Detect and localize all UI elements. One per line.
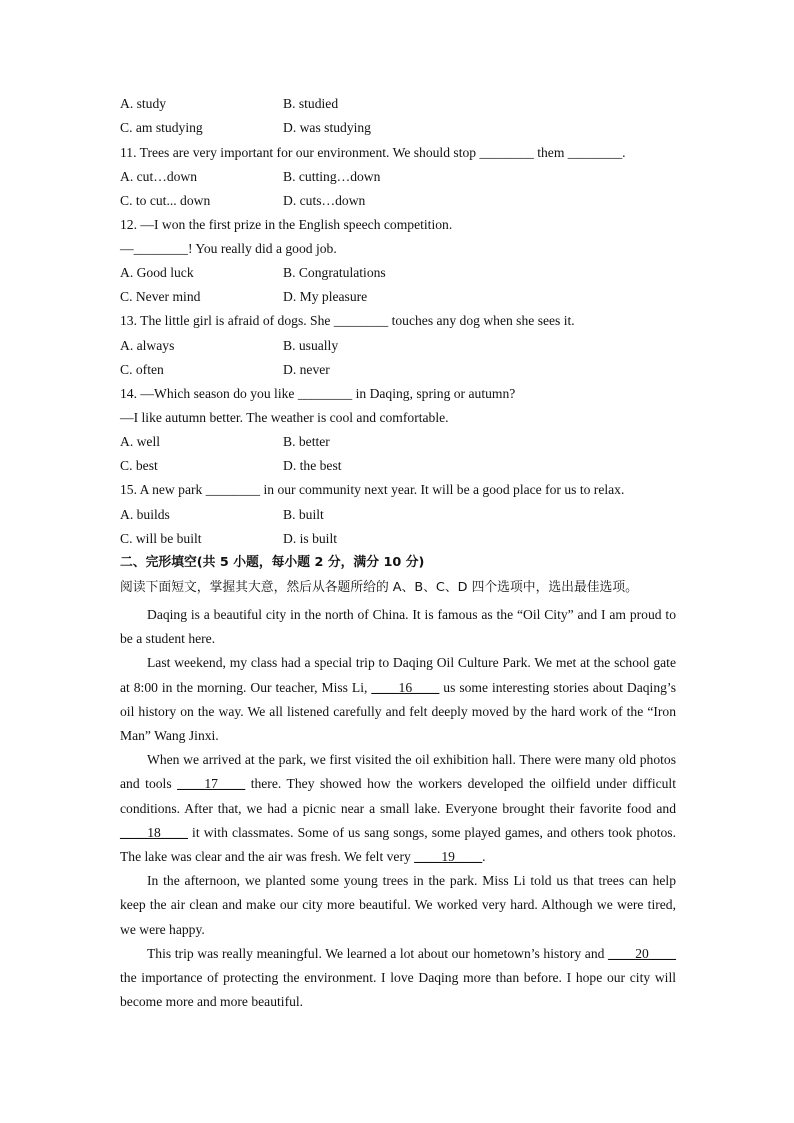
q11-option-a[interactable]: A. cut…down [120,169,198,184]
q11-option-d[interactable]: D. cuts…down [283,193,366,208]
q10-option-c[interactable]: C. am studying [120,120,203,135]
q12-reply: —________! You really did a good job. [120,241,337,256]
q12-option-b[interactable]: B. Congratulations [283,265,386,280]
passage-paragraph-2: Last weekend, my class had a special trip to Daqing Oil Culture Park. We met at the school gate at 8:00 in the morning. Our teacher, Miss Li, ____16____ us some interesting stories about Daqing’s oil history on the way. We all listened carefully and felt deeply moved by the hard work of the “Iron Man” Wang Jinxi. [120,655,676,744]
q14-option-d[interactable]: D. the best [283,458,342,473]
q14-option-b[interactable]: B. better [283,434,330,449]
q12-stem: 12. —I won the first prize in the English speech competition. [120,217,453,232]
q13-option-c[interactable]: C. often [120,362,164,377]
q15-option-a[interactable]: A. builds [120,507,170,522]
blank-17[interactable]: ____17____ [177,776,246,792]
passage-paragraph-5: This trip was really meaningful. We learned a lot about our hometown’s history and ____20____ the importance of protecting the environment. I love Daqing more than before. I hope our city will become more and more beautiful. [120,945,676,1010]
q11-stem: 11. Trees are very important for our environment. We should stop ________ them ________. [120,145,626,160]
section-heading: 二、完形填空(共 5 小题，每小题 2 分，满分 10 分) [120,555,425,570]
q13-stem: 13. The little girl is afraid of dogs. She ________ touches any dog when she sees it. [120,313,575,328]
q12-option-d[interactable]: D. My pleasure [283,289,368,304]
q13-option-b[interactable]: B. usually [283,338,339,353]
blank-16[interactable]: ____16____ [371,679,440,695]
blank-19[interactable]: ____19____ [414,849,483,865]
q11-option-b[interactable]: B. cutting…down [283,169,381,184]
q15-stem: 15. A new park ________ in our community next year. It will be a good place for us to relax. [120,482,625,497]
q15-option-d[interactable]: D. is built [283,531,338,546]
blank-20[interactable]: ____20____ [608,945,676,961]
passage-paragraph-4: In the afternoon, we planted some young trees in the park. Miss Li told us that trees can help keep the air clean and make our city more beautiful. We worked very hard. Although we were tired, we were happy. [120,873,676,937]
q10-option-b[interactable]: B. studied [283,96,339,111]
q10-option-a[interactable]: A. study [120,96,167,111]
q10-option-d[interactable]: D. was studying [283,120,371,135]
q15-option-c[interactable]: C. will be built [120,531,202,546]
section-instruction: 阅读下面短文，掌握其大意，然后从各题所给的 A、B、C、D 四个选项中，选出最佳选项。 [120,580,638,595]
passage-paragraph-1: Daqing is a beautiful city in the north of China. It is famous as the “Oil City” and I am proud to be a student here. [120,607,676,647]
q12-option-c[interactable]: C. Never mind [120,289,201,304]
q14-option-c[interactable]: C. best [120,458,158,473]
passage-paragraph-3: When we arrived at the park, we first visited the oil exhibition hall. There were many old photos and tools ____17____ there. They showed how the workers developed the oilfield under difficult conditions. After that, we had a picnic near a small lake. Everyone brought their favorite food and ____18____ it with classmates. Some of us sang songs, some played games, and others took photos. The lake was clear and the air was fresh. We felt very ____19____. [120,752,676,865]
q14-reply: —I like autumn better. The weather is cool and comfortable. [120,410,449,425]
q13-option-a[interactable]: A. always [120,338,175,353]
cloze-passage [120,603,676,1014]
q13-option-d[interactable]: D. never [283,362,330,377]
q12-option-a[interactable]: A. Good luck [120,265,194,280]
q14-stem: 14. —Which season do you like ________ in Daqing, spring or autumn? [120,386,516,401]
q11-option-c[interactable]: C. to cut... down [120,193,211,208]
blank-18[interactable]: ____18____ [120,824,188,840]
q14-option-a[interactable]: A. well [120,434,161,449]
q15-option-b[interactable]: B. built [283,507,324,522]
